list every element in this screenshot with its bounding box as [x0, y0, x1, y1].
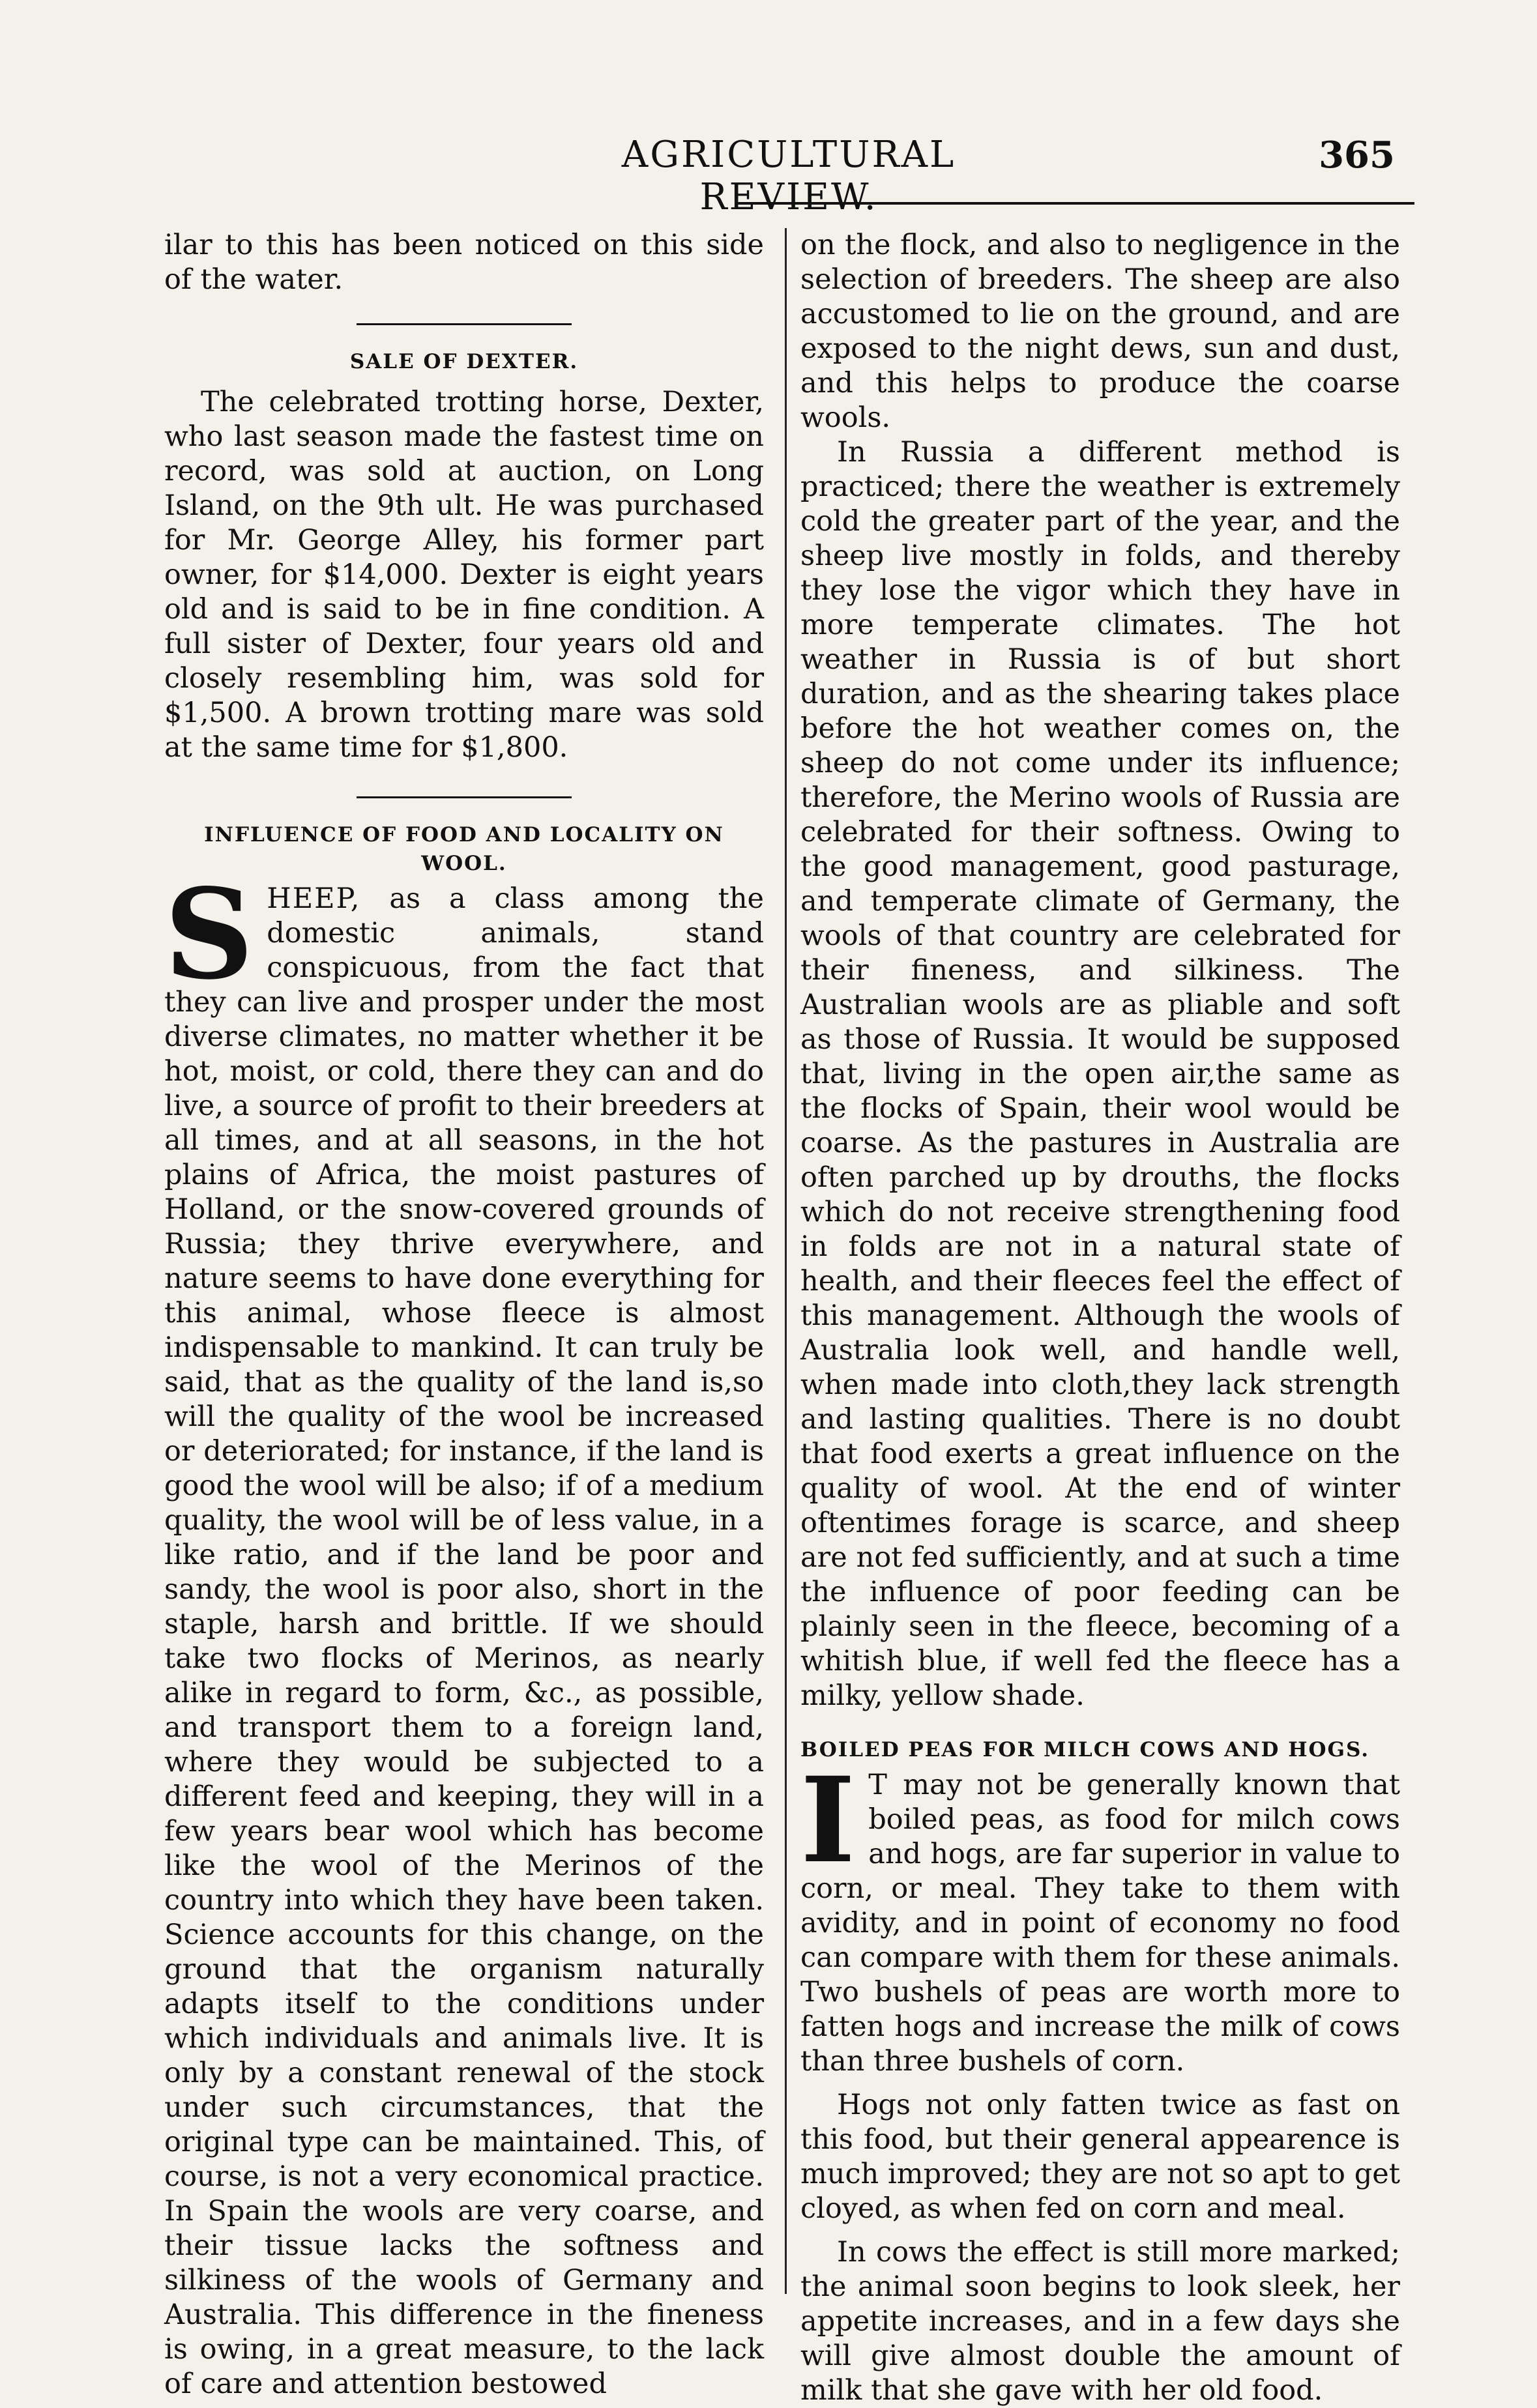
running-title: AGRICULTURAL REVIEW.	[621, 134, 956, 218]
cows-paragraph: In cows the effect is still more marked; the animal soon begins to look sleek, her appetite increases, and in a few days she will give almost double the amount of milk that she gave with her old food.	[800, 2236, 1400, 2407]
heading-boiled-peas: BOILED PEAS FOR MILCH COWS AND HOGS.	[800, 1738, 1370, 1762]
ornamental-dropcap-s: S	[164, 862, 254, 1007]
russia-paragraph: In Russia a different method is practiced; there the weather is extremely cold the greater part of the year, and the sheep live mostly in folds, and thereby they lose the vigor which they have in more temperate climates. The hot weather in Russia is of but short duration, and as the shearing takes place before the hot weather comes on, the sheep do not come under its influence; therefore, the Merino wools of Russia are celebrated for their softness. Owing to the good management, good pasturage, and temperate climate of Germany, the wools of that country are celebrated for their fineness, and silkiness. The Australian wools are as pliable and soft as those of Russia. It would be supposed that, living in the open air,the same as the flocks of Spain, their wool would be coarse. As the pastures in Australia are often parched up by drouths, the flocks which do not receive strengthening food in folds are not in a natural state of health, and their fleeces feel the effect of this management. Although the wools of Australia look well, and handle well, when made into cloth,they lack strength and lasting qualities. There is no doubt that food exerts a great influence on the quality of wool. At the end of winter oftentimes forage is scarce, and sheep are not fed sufficiently, and at such a time the influence of poor feeding can be plainly seen in the fleece, becoming of a whitish blue, if well fed the fleece has a milky, yellow shade.	[800, 436, 1400, 1712]
wool-continued-paragraph: on the flock, and also to negligence in the selection of breeders. The sheep are also accustomed to lie on the ground, and are exposed to the night dews, sun and dust, and this helps to produce the coarse wools.	[800, 229, 1400, 434]
heading-sale-of-dexter: SALE OF DEXTER.	[349, 350, 579, 373]
dexter-paragraph: The celebrated trotting horse, Dexter, who last season made the fastest time on record, was sold at auction, on Long Island, on the 9th ult. He was purchased for Mr. George Alley, his former part owner, for $14,000. Dexter is eight years old and is said to be in fine condition. A full sister of Dexter, four years old and closely resembling him, was sold for $1,500. A brown trotting mare was sold at the same time for $1,800.	[164, 386, 764, 764]
right-column	[800, 228, 1400, 2408]
continued-paragraph: ilar to this has been noticed on this side of the water.	[164, 229, 764, 296]
page-number: 365	[1319, 134, 1395, 177]
wool-paragraph-text: as a class among the domestic animals, stand conspicuous, from the fact that they can live and prosper under the most diverse climates, no matter whether it be hot, moist, or cold, there they can and do live, a source of profit to their breeders at all times, and at all seasons, in the hot plains of Africa, the moist pastures of Holland, or the snow-covered grounds of Russia; they thrive everywhere, and nature seems to have done everything for this animal, whose fleece is almost indispensable to mankind. It can truly be said, that as the quality of the land is,so will the quality of the wool be increased or deteriorated; for instance, if the land is good the wool will be also; if of a medium quality, the wool will be of less value, in a like ratio, and if the land be poor and sandy, the wool is poor also, short in the staple, harsh and brittle. If we should take two flocks of Merinos, as nearly alike in regard to form, &c., as possible, and transport them to a foreign land, where they would be subjected to a different feed and keeping, they will in a few years bear wool which has become like the wool of the Merinos of the country into which they have been taken. Science accounts for this change, on the ground that the organism naturally adapts itself to the conditions under which individuals and animals live. It is only by a constant renewal of the stock under such circumstances, that the original type can be maintained. This, of course, is not a very economical practice. In Spain the wools are very coarse, and their tissue lacks the softness and silkiness of the wools of Germany and Australia. This difference in the fineness is owing, in a great measure, to the lack of care and attention bestowed	[164, 882, 764, 2400]
dropcap-word-rest: HEEP,	[267, 882, 361, 915]
wool-paragraph	[164, 862, 764, 2401]
heading-influence-of-food: INFLUENCE OF FOOD AND LOCALITY ON WOOL.	[204, 823, 724, 875]
peas-paragraph-text: may not be generally known that boiled peas, as food for milch cows and hogs, are far superior in value to corn, or meal. They take to them with avidity, and in point of economy no food can compare with them for these animals. Two bushels of peas are worth more to fatten hogs and increase the milk of cows than three bushels of corn.	[800, 1769, 1400, 2078]
section-divider	[357, 796, 572, 798]
left-column	[164, 228, 764, 2401]
header-rule	[737, 202, 1414, 205]
column-divider	[785, 228, 787, 2294]
ornamental-dropcap-i: I	[800, 1752, 856, 1889]
page-header	[163, 134, 1414, 218]
section-divider	[357, 323, 572, 325]
hogs-paragraph: Hogs not only fatten twice as fast on this food, but their general appearence is much improved; they are not so apt to get cloyed, as when fed on corn and meal.	[800, 2089, 1400, 2225]
dropcap-word-rest: T	[868, 1769, 888, 1801]
peas-paragraph	[800, 1752, 1400, 2079]
